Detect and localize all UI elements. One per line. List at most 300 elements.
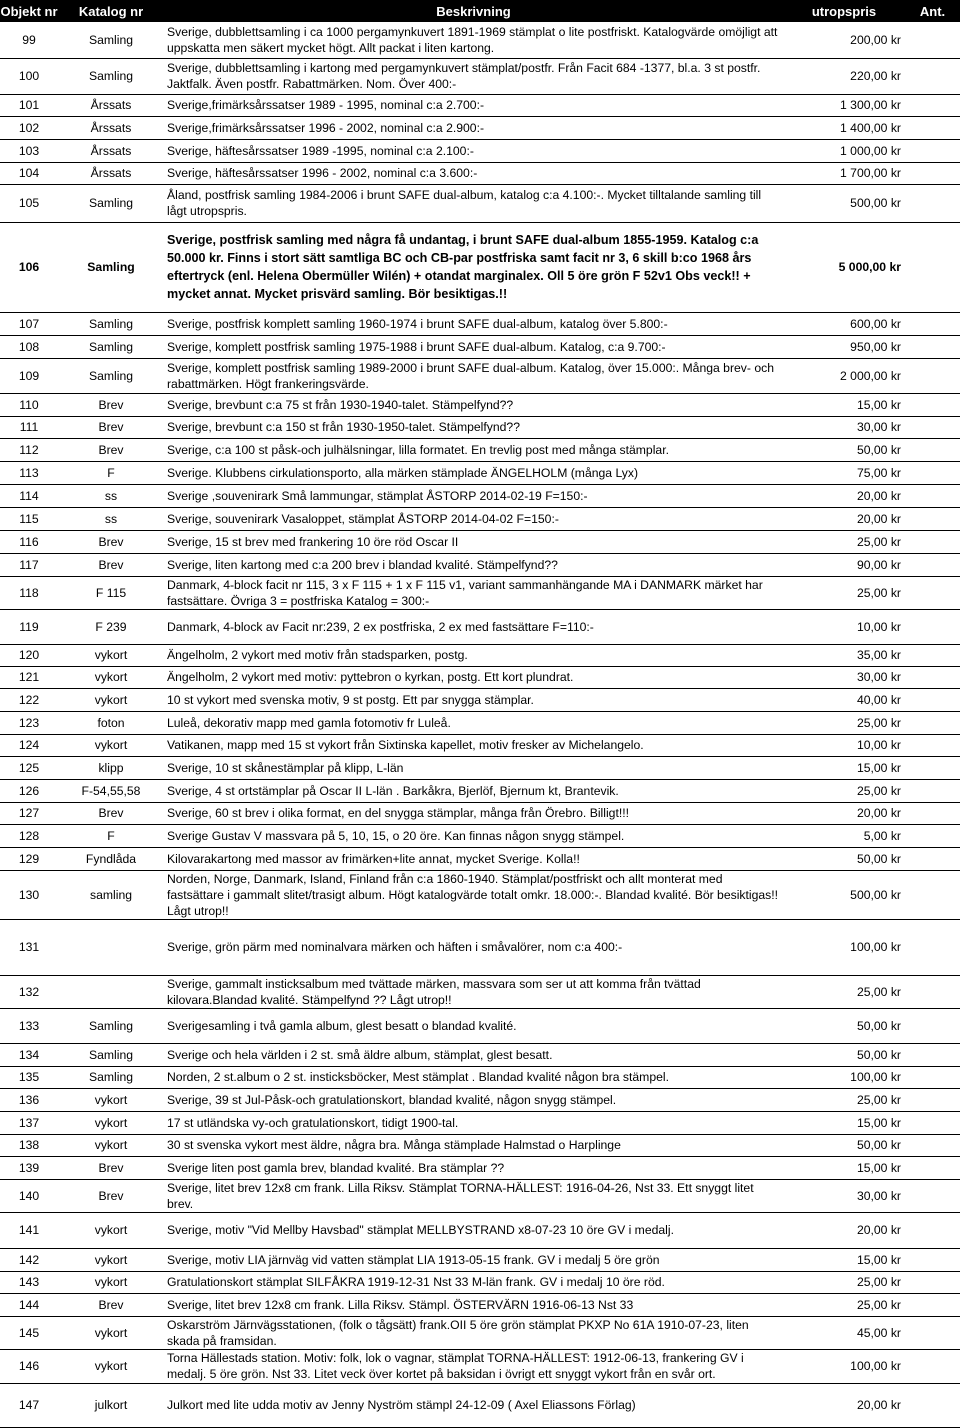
catalog-number: Samling <box>58 312 164 335</box>
table-row <box>0 58 960 94</box>
table-row <box>0 139 960 162</box>
catalog-number: julkort <box>58 1383 164 1427</box>
lot-number: 104 <box>0 162 58 184</box>
table-row <box>0 530 960 553</box>
lot-number: 140 <box>0 1179 58 1212</box>
description: Sverige, dubblettsamling i ca 1000 pergamynkuvert 1891-1969 stämplat o lite postfriskt. Katalogvärde omöjligt att uppskatta men säkert mycket högt. Allt packat i liten kartong. <box>164 22 783 58</box>
starting-price: 25,00 kr <box>783 1271 905 1293</box>
catalog-number: foton <box>58 711 164 734</box>
quantity <box>905 162 960 184</box>
catalog-number: Brev <box>58 1293 164 1316</box>
quantity <box>905 461 960 484</box>
lot-number: 136 <box>0 1088 58 1111</box>
quantity <box>905 688 960 711</box>
catalog-number: F <box>58 824 164 847</box>
lot-number: 137 <box>0 1111 58 1134</box>
quantity <box>905 416 960 438</box>
starting-price: 1 300,00 kr <box>783 94 905 116</box>
quantity <box>905 94 960 116</box>
catalog-number: vykort <box>58 1212 164 1248</box>
catalog-number: Samling <box>58 58 164 94</box>
table-row <box>0 484 960 507</box>
description: Ängelholm, 2 vykort med motiv från stadsparken, postg. <box>164 644 783 666</box>
catalog-number: F-54,55,58 <box>58 779 164 802</box>
starting-price: 20,00 kr <box>783 802 905 824</box>
lot-number: 106 <box>0 222 58 312</box>
description: Sverige liten post gamla brev, blandad kvalité. Bra stämplar ?? <box>164 1156 783 1179</box>
quantity <box>905 393 960 416</box>
table-row <box>0 222 960 312</box>
quantity <box>905 1316 960 1349</box>
starting-price: 1 400,00 kr <box>783 116 905 139</box>
table-row <box>0 116 960 139</box>
lot-number: 113 <box>0 461 58 484</box>
description: Vatikanen, mapp med 15 st vykort från Sixtinska kapellet, motiv fresker av Michelangelo. <box>164 734 783 756</box>
lot-number: 111 <box>0 416 58 438</box>
description: Sverige, grön pärm med nominalvara märken och häften i småvalörer, nom c:a 400:- <box>164 919 783 975</box>
catalog-number: Samling <box>58 358 164 393</box>
starting-price: 40,00 kr <box>783 688 905 711</box>
catalog-number: vykort <box>58 1349 164 1383</box>
table-row <box>0 416 960 438</box>
catalog-number: F 239 <box>58 609 164 644</box>
description: 17 st utländska vy-och gratulationskort, tidigt 1900-tal. <box>164 1111 783 1134</box>
catalog-number: Samling <box>58 1043 164 1066</box>
lot-number: 135 <box>0 1066 58 1088</box>
starting-price: 25,00 kr <box>783 1088 905 1111</box>
starting-price: 950,00 kr <box>783 335 905 358</box>
quantity <box>905 1008 960 1043</box>
quantity <box>905 1212 960 1248</box>
catalog-number: Årssats <box>58 162 164 184</box>
description: Sverige,frimärksårssatser 1989 - 1995, nominal c:a 2.700:- <box>164 94 783 116</box>
table-row <box>0 870 960 919</box>
starting-price: 1 000,00 kr <box>783 139 905 162</box>
quantity <box>905 609 960 644</box>
starting-price: 220,00 kr <box>783 58 905 94</box>
lot-number: 120 <box>0 644 58 666</box>
quantity <box>905 1248 960 1271</box>
quantity <box>905 1179 960 1212</box>
table-row <box>0 22 960 58</box>
quantity <box>905 358 960 393</box>
quantity <box>905 975 960 1008</box>
starting-price: 50,00 kr <box>783 1008 905 1043</box>
catalog-number: Årssats <box>58 139 164 162</box>
quantity <box>905 711 960 734</box>
table-row <box>0 824 960 847</box>
starting-price: 50,00 kr <box>783 847 905 870</box>
quantity <box>905 870 960 919</box>
catalog-number: vykort <box>58 734 164 756</box>
table-row <box>0 1349 960 1383</box>
quantity <box>905 1156 960 1179</box>
starting-price: 5 000,00 kr <box>783 222 905 312</box>
table-row <box>0 1316 960 1349</box>
header-ant: Ant. <box>905 0 960 22</box>
table-row <box>0 609 960 644</box>
table-row <box>0 1212 960 1248</box>
table-row <box>0 1383 960 1427</box>
lot-number: 105 <box>0 184 58 222</box>
description: Torna Hällestads station. Motiv: folk, lok o vagnar, stämplat TORNA-HÄLLEST: 1912-06-13, frankering GV i medalj. 5 öre grön. Nst 33. Litet veck över kortet på baksidan i övrigt ett snyggt vykort från en svår ort. <box>164 1349 783 1383</box>
table-row <box>0 1008 960 1043</box>
lot-number: 142 <box>0 1248 58 1271</box>
quantity <box>905 1134 960 1156</box>
starting-price: 15,00 kr <box>783 393 905 416</box>
catalog-number: Brev <box>58 1179 164 1212</box>
catalog-number: Brev <box>58 553 164 576</box>
description: Sverige Gustav V massvara på 5, 10, 15, o 20 öre. Kan finnas någon snygg stämpel. <box>164 824 783 847</box>
table-row <box>0 711 960 734</box>
header-obj: Objekt nr <box>0 0 58 22</box>
table-row <box>0 1179 960 1212</box>
lot-number: 122 <box>0 688 58 711</box>
starting-price: 20,00 kr <box>783 507 905 530</box>
quantity <box>905 1043 960 1066</box>
quantity <box>905 116 960 139</box>
description: Sverige, motiv "Vid Mellby Havsbad" stämplat MELLBYSTRAND x8-07-23 10 öre GV i medalj. <box>164 1212 783 1248</box>
catalog-number: ss <box>58 484 164 507</box>
table-row <box>0 438 960 461</box>
catalog-number: vykort <box>58 1134 164 1156</box>
catalog-number: Brev <box>58 802 164 824</box>
lot-number: 102 <box>0 116 58 139</box>
lot-number: 134 <box>0 1043 58 1066</box>
lot-number: 100 <box>0 58 58 94</box>
header-desc: Beskrivning <box>164 0 783 22</box>
catalog-number: vykort <box>58 1316 164 1349</box>
table-row <box>0 507 960 530</box>
starting-price: 20,00 kr <box>783 1212 905 1248</box>
table-row <box>0 1043 960 1066</box>
quantity <box>905 666 960 688</box>
starting-price: 30,00 kr <box>783 666 905 688</box>
description: Julkort med lite udda motiv av Jenny Nyström stämpl 24-12-09 ( Axel Eliassons Förlag) <box>164 1383 783 1427</box>
description: Sverige, souvenirark Vasaloppet, stämplat ÅSTORP 2014-04-02 F=150:- <box>164 507 783 530</box>
description: Sverige, liten kartong med c:a 200 brev i blandad kvalité. Stämpelfynd?? <box>164 553 783 576</box>
lot-number: 128 <box>0 824 58 847</box>
catalog-number: vykort <box>58 1111 164 1134</box>
quantity <box>905 312 960 335</box>
table-row <box>0 1271 960 1293</box>
catalog-number: vykort <box>58 1248 164 1271</box>
description: Sverige. Klubbens cirkulationsporto, alla märken stämplade ÄNGELHOLM (många Lyx) <box>164 461 783 484</box>
quantity <box>905 139 960 162</box>
table-row <box>0 553 960 576</box>
description: Sverige, postfrisk komplett samling 1960-1974 i brunt SAFE dual-album, katalog över 5.800:- <box>164 312 783 335</box>
catalog-number: vykort <box>58 1088 164 1111</box>
lot-number: 112 <box>0 438 58 461</box>
table-row <box>0 734 960 756</box>
catalog-number: Fyndlåda <box>58 847 164 870</box>
table-row <box>0 802 960 824</box>
table-row <box>0 335 960 358</box>
description: Sverige, 10 st skånestämplar på klipp, L-län <box>164 756 783 779</box>
lot-number: 101 <box>0 94 58 116</box>
starting-price: 15,00 kr <box>783 756 905 779</box>
quantity <box>905 438 960 461</box>
description: Gratulationskort stämplat SILFÅKRA 1919-12-31 Nst 33 M-län frank. GV i medalj 10 öre röd. <box>164 1271 783 1293</box>
starting-price: 90,00 kr <box>783 553 905 576</box>
catalog-number: vykort <box>58 644 164 666</box>
description: 10 st vykort med svenska motiv, 9 st postg. Ett par snygga stämplar. <box>164 688 783 711</box>
quantity <box>905 22 960 58</box>
table-row <box>0 1111 960 1134</box>
catalog-number: Brev <box>58 530 164 553</box>
lot-number: 145 <box>0 1316 58 1349</box>
lot-number: 132 <box>0 975 58 1008</box>
description: Sverige, 39 st Jul-Påsk-och gratulationskort, blandad kvalité, någon snygg stämpel. <box>164 1088 783 1111</box>
starting-price: 25,00 kr <box>783 576 905 609</box>
lot-number: 118 <box>0 576 58 609</box>
table-row <box>0 184 960 222</box>
starting-price: 30,00 kr <box>783 416 905 438</box>
catalog-number: vykort <box>58 1271 164 1293</box>
quantity <box>905 1066 960 1088</box>
lot-number: 139 <box>0 1156 58 1179</box>
table-row <box>0 1293 960 1316</box>
lot-number: 125 <box>0 756 58 779</box>
table-row <box>0 1248 960 1271</box>
quantity <box>905 335 960 358</box>
starting-price: 5,00 kr <box>783 824 905 847</box>
starting-price: 15,00 kr <box>783 1156 905 1179</box>
quantity <box>905 58 960 94</box>
starting-price: 25,00 kr <box>783 779 905 802</box>
starting-price: 500,00 kr <box>783 870 905 919</box>
catalog-number: F 115 <box>58 576 164 609</box>
starting-price: 10,00 kr <box>783 734 905 756</box>
starting-price: 25,00 kr <box>783 1293 905 1316</box>
quantity <box>905 1111 960 1134</box>
lot-number: 124 <box>0 734 58 756</box>
table-row <box>0 779 960 802</box>
quantity <box>905 530 960 553</box>
starting-price: 100,00 kr <box>783 1349 905 1383</box>
quantity <box>905 553 960 576</box>
catalog-number: F <box>58 461 164 484</box>
table-row <box>0 94 960 116</box>
quantity <box>905 1383 960 1427</box>
quantity <box>905 802 960 824</box>
starting-price: 50,00 kr <box>783 1043 905 1066</box>
lot-number: 108 <box>0 335 58 358</box>
starting-price: 25,00 kr <box>783 711 905 734</box>
starting-price: 45,00 kr <box>783 1316 905 1349</box>
lot-number: 109 <box>0 358 58 393</box>
description: Sverige, brevbunt c:a 150 st från 1930-1950-talet. Stämpelfynd?? <box>164 416 783 438</box>
header-row <box>0 0 960 22</box>
lot-number: 127 <box>0 802 58 824</box>
table-row <box>0 358 960 393</box>
lot-number: 99 <box>0 22 58 58</box>
starting-price: 50,00 kr <box>783 1134 905 1156</box>
starting-price: 75,00 kr <box>783 461 905 484</box>
starting-price: 30,00 kr <box>783 1179 905 1212</box>
lot-number: 144 <box>0 1293 58 1316</box>
description: Sverige, komplett postfrisk samling 1989-2000 i brunt SAFE dual-album. Katalog, över 15.000:. Många brev- och rabattmärken. Högt frankeringsvärde. <box>164 358 783 393</box>
catalog-number: Samling <box>58 1008 164 1043</box>
table-row <box>0 461 960 484</box>
table-row <box>0 1134 960 1156</box>
catalog-number: Samling <box>58 22 164 58</box>
description: Sverige, brevbunt c:a 75 st från 1930-1940-talet. Stämpelfynd?? <box>164 393 783 416</box>
description: Sverige, gammalt insticksalbum med tvättade märken, massvara som ser ut att komma från tvättad kilovara.Blandad kvalité. Stämpelfynd ?? Lågt utrop!! <box>164 975 783 1008</box>
starting-price: 100,00 kr <box>783 919 905 975</box>
description: Norden, Norge, Danmark, Island, Finland från c:a 1860-1940. Stämplat/postfriskt och allt monterat med fastsättare i gammalt slitet/trasigt album. Högt katalogvärde totalt omkr. 18.000:-. Blandad kvalité. Bör besiktigas!! Lågt utrop!! <box>164 870 783 919</box>
catalog-number: Brev <box>58 416 164 438</box>
description: Oskarström Järnvägsstationen, (folk o tågsätt) frank.OII 5 öre grön stämplat PKXP No 61A 1910-07-23, liten skada på framsidan. <box>164 1316 783 1349</box>
catalog-number: Brev <box>58 393 164 416</box>
lot-number: 115 <box>0 507 58 530</box>
starting-price: 10,00 kr <box>783 609 905 644</box>
quantity <box>905 734 960 756</box>
lot-number: 103 <box>0 139 58 162</box>
table-row <box>0 312 960 335</box>
quantity <box>905 824 960 847</box>
table-row <box>0 576 960 609</box>
description: Danmark, 4-block av Facit nr:239, 2 ex postfriska, 2 ex med fastsättare F=110:- <box>164 609 783 644</box>
table-row <box>0 1088 960 1111</box>
description: Sverige, 15 st brev med frankering 10 öre röd Oscar II <box>164 530 783 553</box>
description: Sverige, postfrisk samling med några få undantag, i brunt SAFE dual-album 1855-1959. Katalog c:a 50.000 kr. Finns i stort sätt samtliga BC och CB-par postfriska samt facit nr 3, 6 skill b:co 1968 års eftertryck (enl. Helena Obermüller Wilén) + otandat marginalex. Oll 5 öre grön F 52v1 Obs veck!! + mycket annat. Mycket prisvärd samling. Bör besiktigas.!! <box>164 222 783 312</box>
lot-number: 147 <box>0 1383 58 1427</box>
quantity <box>905 1271 960 1293</box>
description: Sverige, litet brev 12x8 cm frank. Lilla Riksv. Stämpl. ÖSTERVÄRN 1916-06-13 Nst 33 <box>164 1293 783 1316</box>
quantity <box>905 919 960 975</box>
lot-number: 116 <box>0 530 58 553</box>
lot-number: 131 <box>0 919 58 975</box>
quantity <box>905 847 960 870</box>
description: Åland, postfrisk samling 1984-2006 i brunt SAFE dual-album, katalog c:a 4.100:-. Mycket tilltalande samling till lågt utropspris. <box>164 184 783 222</box>
description: Sverige, dubblettsamling i kartong med pergamynkuvert stämplat/postfr. Från Facit 684 -1377, bl.a. 3 st postfr. Jaktfalk. Även postfr. Rabattmärken. Nom. Över 400:- <box>164 58 783 94</box>
starting-price: 25,00 kr <box>783 975 905 1008</box>
catalog-number: Samling <box>58 335 164 358</box>
table-row <box>0 756 960 779</box>
quantity <box>905 576 960 609</box>
starting-price: 15,00 kr <box>783 1248 905 1271</box>
description: Sverige, c:a 100 st påsk-och julhälsningar, lilla formatet. En trevlig post med många stämplar. <box>164 438 783 461</box>
catalog-number: ss <box>58 507 164 530</box>
description: Sverige ,souvenirark Små lammungar, stämplat ÅSTORP 2014-02-19 F=150:- <box>164 484 783 507</box>
quantity <box>905 1088 960 1111</box>
description: Danmark, 4-block facit nr 115, 3 x F 115 + 1 x F 115 v1, variant sammanhängande MA i DANMARK märket har fastsättare. Övriga 3 = postfriska Katalog = 300:- <box>164 576 783 609</box>
table-row <box>0 1156 960 1179</box>
catalog-number: vykort <box>58 688 164 711</box>
lot-number: 130 <box>0 870 58 919</box>
starting-price: 25,00 kr <box>783 530 905 553</box>
table-row <box>0 688 960 711</box>
description: Sverige, häftesårssatser 1989 -1995, nominal c:a 2.100:- <box>164 139 783 162</box>
description: Norden, 2 st.album o 2 st. insticksböcker, Mest stämplat . Blandad kvalité någon bra stämpel. <box>164 1066 783 1088</box>
quantity <box>905 779 960 802</box>
description: Luleå, dekorativ mapp med gamla fotomotiv fr Luleå. <box>164 711 783 734</box>
starting-price: 35,00 kr <box>783 644 905 666</box>
catalog-number: Årssats <box>58 116 164 139</box>
description: Sverige,frimärksårssatser 1996 - 2002, nominal c:a 2.900:- <box>164 116 783 139</box>
starting-price: 100,00 kr <box>783 1066 905 1088</box>
starting-price: 15,00 kr <box>783 1111 905 1134</box>
quantity <box>905 484 960 507</box>
catalog-number <box>58 975 164 1008</box>
lot-number: 110 <box>0 393 58 416</box>
lot-number: 141 <box>0 1212 58 1248</box>
description: Kilovarakartong med massor av frimärken+lite annat, mycket Sverige. Kolla!! <box>164 847 783 870</box>
quantity <box>905 644 960 666</box>
description: Sverigesamling i två gamla album, glest besatt o blandad kvalité. <box>164 1008 783 1043</box>
table-row <box>0 919 960 975</box>
catalog-number: klipp <box>58 756 164 779</box>
header-price: utropspris <box>783 0 905 22</box>
lot-number: 138 <box>0 1134 58 1156</box>
description: Sverige, 60 st brev i olika format, en del snygga stämplar, många från Örebro. Billigt!!! <box>164 802 783 824</box>
table-row <box>0 975 960 1008</box>
description: 30 st svenska vykort mest äldre, några bra. Många stämplade Halmstad o Harplinge <box>164 1134 783 1156</box>
description: Ängelholm, 2 vykort med motiv: pyttebron o kyrkan, postg. Ett kort plundrat. <box>164 666 783 688</box>
quantity <box>905 1293 960 1316</box>
quantity <box>905 507 960 530</box>
lot-number: 107 <box>0 312 58 335</box>
catalog-number: samling <box>58 870 164 919</box>
starting-price: 500,00 kr <box>783 184 905 222</box>
description: Sverige och hela världen i 2 st. små äldre album, stämplat, glest besatt. <box>164 1043 783 1066</box>
starting-price: 20,00 kr <box>783 484 905 507</box>
catalog-number: Samling <box>58 184 164 222</box>
lot-number: 123 <box>0 711 58 734</box>
table-row <box>0 847 960 870</box>
catalog-number: Brev <box>58 1156 164 1179</box>
quantity <box>905 184 960 222</box>
catalog-number: Brev <box>58 438 164 461</box>
lot-number: 114 <box>0 484 58 507</box>
description: Sverige, häftesårssatser 1996 - 2002, nominal c:a 3.600:- <box>164 162 783 184</box>
lot-number: 129 <box>0 847 58 870</box>
lot-number: 146 <box>0 1349 58 1383</box>
quantity <box>905 756 960 779</box>
lot-number: 119 <box>0 609 58 644</box>
table-row <box>0 644 960 666</box>
lot-number: 133 <box>0 1008 58 1043</box>
description: Sverige, motiv LIA järnväg vid vatten stämplat LIA 1913-05-15 frank. GV i medalj 5 öre grön <box>164 1248 783 1271</box>
lot-number: 117 <box>0 553 58 576</box>
starting-price: 2 000,00 kr <box>783 358 905 393</box>
description: Sverige, komplett postfrisk samling 1975-1988 i brunt SAFE dual-album. Katalog, c:a 9.700:- <box>164 335 783 358</box>
table-row <box>0 162 960 184</box>
table-row <box>0 666 960 688</box>
lot-number: 126 <box>0 779 58 802</box>
catalog-number: vykort <box>58 666 164 688</box>
catalog-number: Samling <box>58 1066 164 1088</box>
quantity <box>905 1349 960 1383</box>
table-row <box>0 1066 960 1088</box>
starting-price: 20,00 kr <box>783 1383 905 1427</box>
description: Sverige, litet brev 12x8 cm frank. Lilla Riksv. Stämplat TORNA-HÄLLEST: 1916-04-26, Nst 33. Ett snyggt litet brev. <box>164 1179 783 1212</box>
starting-price: 200,00 kr <box>783 22 905 58</box>
catalog-number: Årssats <box>58 94 164 116</box>
lot-number: 121 <box>0 666 58 688</box>
catalog-number <box>58 919 164 975</box>
starting-price: 600,00 kr <box>783 312 905 335</box>
catalog-number: Samling <box>58 222 164 312</box>
quantity <box>905 222 960 312</box>
starting-price: 1 700,00 kr <box>783 162 905 184</box>
table-row <box>0 393 960 416</box>
starting-price: 50,00 kr <box>783 438 905 461</box>
lot-number: 143 <box>0 1271 58 1293</box>
header-kat: Katalog nr <box>58 0 164 22</box>
description: Sverige, 4 st ortstämplar på Oscar II L-län . Barkåkra, Bjerlöf, Bjernum kt, Brantevik. <box>164 779 783 802</box>
